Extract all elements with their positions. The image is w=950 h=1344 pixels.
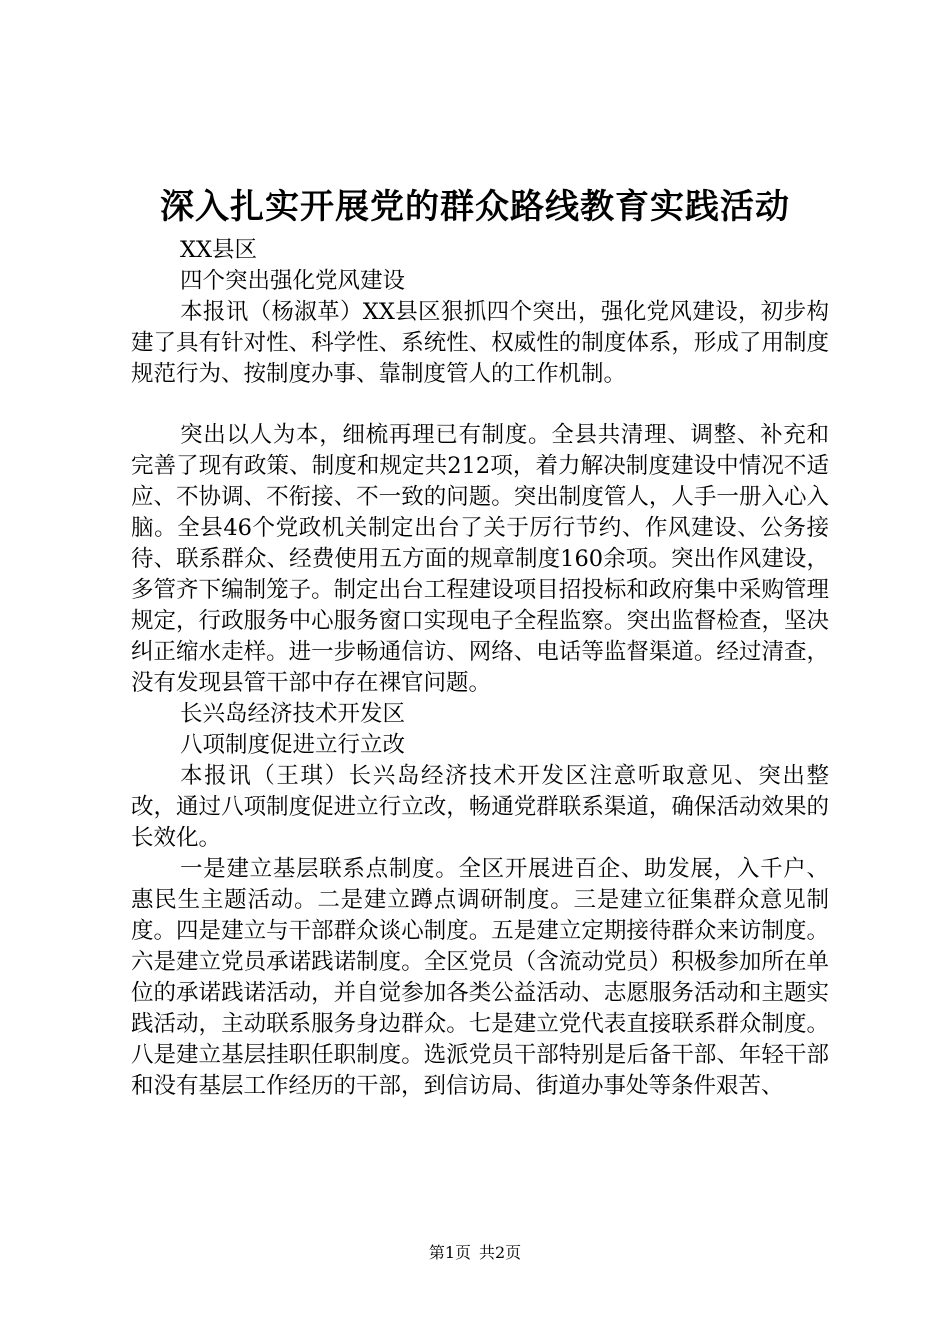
paragraph-district-name: 长兴岛经济技术开发区 bbox=[180, 701, 406, 727]
paragraph-report-2-lead: 本报讯（王琪）长兴岛经济技术开发区注意听取意见、突出整改，通过八项制度促进立行立改，畅通党群联系渠道，确保活动效果的长效化。 bbox=[131, 763, 829, 851]
paragraph-report-1-body: 突出以人为本，细梳再理已有制度。全县共清理、调整、补充和完善了现有政策、制度和规定共212项，着力解决制度建设中情况不适应、不协调、不衔接、不一致的问题。突出制度管人，人手一册入心入脑。全县46个党政机关制定出台了关于厉行节约、作风建设、公务接待、联系群众、经费使用五方面的规章制度160余项。突出作风建设，多管齐下编制笼子。制定出台工程建设项目招投标和政府集中采购管理规定，行政服务中心服务窗口实现电子全程监察。突出监督检查，坚决纠正缩水走样。进一步畅通信访、网络、电话等监督渠道。经过清查，没有发现县管干部中存在裸官问题。 bbox=[131, 422, 829, 696]
paragraph-gap bbox=[131, 390, 829, 420]
paragraph-county-name: XX县区 bbox=[180, 237, 258, 263]
document-body bbox=[131, 235, 829, 1102]
page-number: 第1页 bbox=[428, 1243, 471, 1262]
paragraph-report-1-lead: 本报讯（杨淑革）XX县区狠抓四个突出，强化党风建设，初步构建了具有针对性、科学性、系统性、权威性的制度体系，形成了用制度规范行为、按制度办事、靠制度管人的工作机制。 bbox=[131, 299, 829, 387]
page-footer bbox=[0, 1242, 950, 1264]
paragraph-section-heading-1: 四个突出强化党风建设 bbox=[180, 268, 406, 294]
paragraph-section-heading-2: 八项制度促进立行立改 bbox=[180, 732, 406, 758]
paragraph-report-2-body: 一是建立基层联系点制度。全区开展进百企、助发展，入千户、惠民生主题活动。二是建立蹲点调研制度。三是建立征集群众意见制度。四是建立与干部群众谈心制度。五是建立定期接待群众来访制度。六是建立党员承诺践诺制度。全区党员（含流动党员）积极参加所在单位的承诺践诺活动，并自觉参加各类公益活动、志愿服务活动和主题实践活动，主动联系服务身边群众。七是建立党代表直接联系群众制度。八是建立基层挂职任职制度。选派党员干部特别是后备干部、年轻干部和没有基层工作经历的干部，到信访局、街道办事处等条件艰苦、 bbox=[131, 856, 829, 1099]
document-title: 深入扎实开展党的群众路线教育实践活动 bbox=[160, 187, 790, 227]
page-total: 共2页 bbox=[479, 1243, 522, 1262]
